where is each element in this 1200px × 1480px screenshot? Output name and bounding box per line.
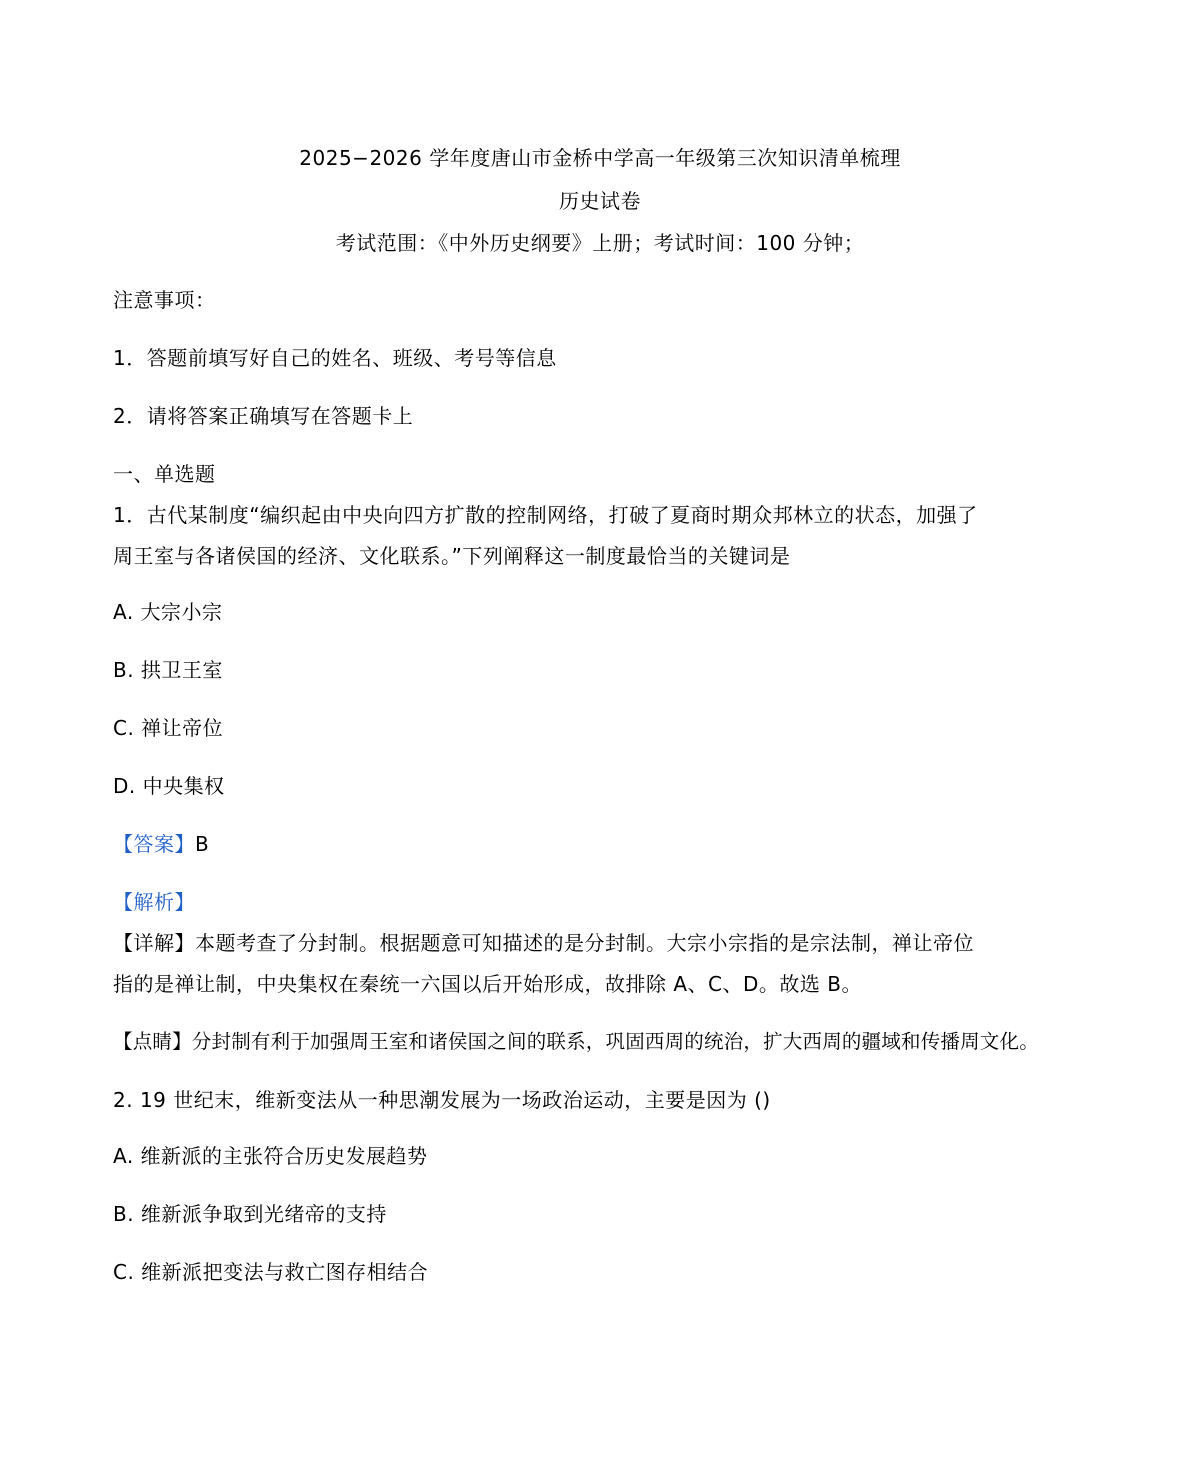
q1-option-d: D. 中央集权: [113, 774, 225, 798]
note-item: 1．答题前填写好自己的姓名、班级、考号等信息: [113, 346, 557, 370]
q1-detail-line2: 指的是禅让制，中央集权在秦统一六国以后开始形成，故排除 A、C、D。故选 B。: [113, 972, 862, 996]
q2-option-b: B. 维新派争取到光绪帝的支持: [113, 1202, 387, 1226]
q1-option-c: C. 禅让帝位: [113, 716, 224, 740]
q1-option-b: B. 拱卫王室: [113, 658, 223, 682]
note-item: 2．请将答案正确填写在答题卡上: [113, 404, 414, 428]
answer-label: 【答案】: [113, 832, 195, 856]
answer-value: B: [195, 832, 210, 856]
notes-heading: 注意事项：: [113, 288, 216, 312]
q2-stem: 2. 19 世纪末，维新变法从一种思潮发展为一场政治运动，主要是因为 (): [113, 1088, 771, 1112]
exam-scope: 考试范围：《中外历史纲要》上册；考试时间：100 分钟；: [335, 231, 865, 255]
q1-stem-line2: 周王室与各诸侯国的经济、文化联系。”下列阐释这一制度最恰当的关键词是: [113, 544, 791, 568]
section-heading: 一、单选题: [113, 462, 216, 486]
q1-answer: [113, 829, 209, 859]
q1-detail-line1: 【详解】本题考查了分封制。根据题意可知描述的是分封制。大宗小宗指的是宗法制，禅让帝位: [113, 931, 974, 955]
exam-subtitle: 历史试卷: [559, 189, 641, 213]
exam-title: 2025−2026 学年度唐山市金桥中学高一年级第三次知识清单梳理: [299, 146, 901, 170]
analysis-label: 【解析】: [113, 890, 195, 914]
q2-option-c: C. 维新派把变法与救亡图存相结合: [113, 1260, 429, 1284]
q1-stem-line1: 1．古代某制度“编织起由中央向四方扩散的控制网络，打破了夏商时期众邦林立的状态，加强了: [113, 503, 978, 527]
q2-option-a: A. 维新派的主张符合历史发展趋势: [113, 1144, 428, 1168]
q1-option-a: A. 大宗小宗: [113, 600, 223, 624]
q1-comment: 【点睛】分封制有利于加强周王室和诸侯国之间的联系，巩固西周的统治，扩大西周的疆域和传播周文化。: [113, 1030, 1039, 1053]
